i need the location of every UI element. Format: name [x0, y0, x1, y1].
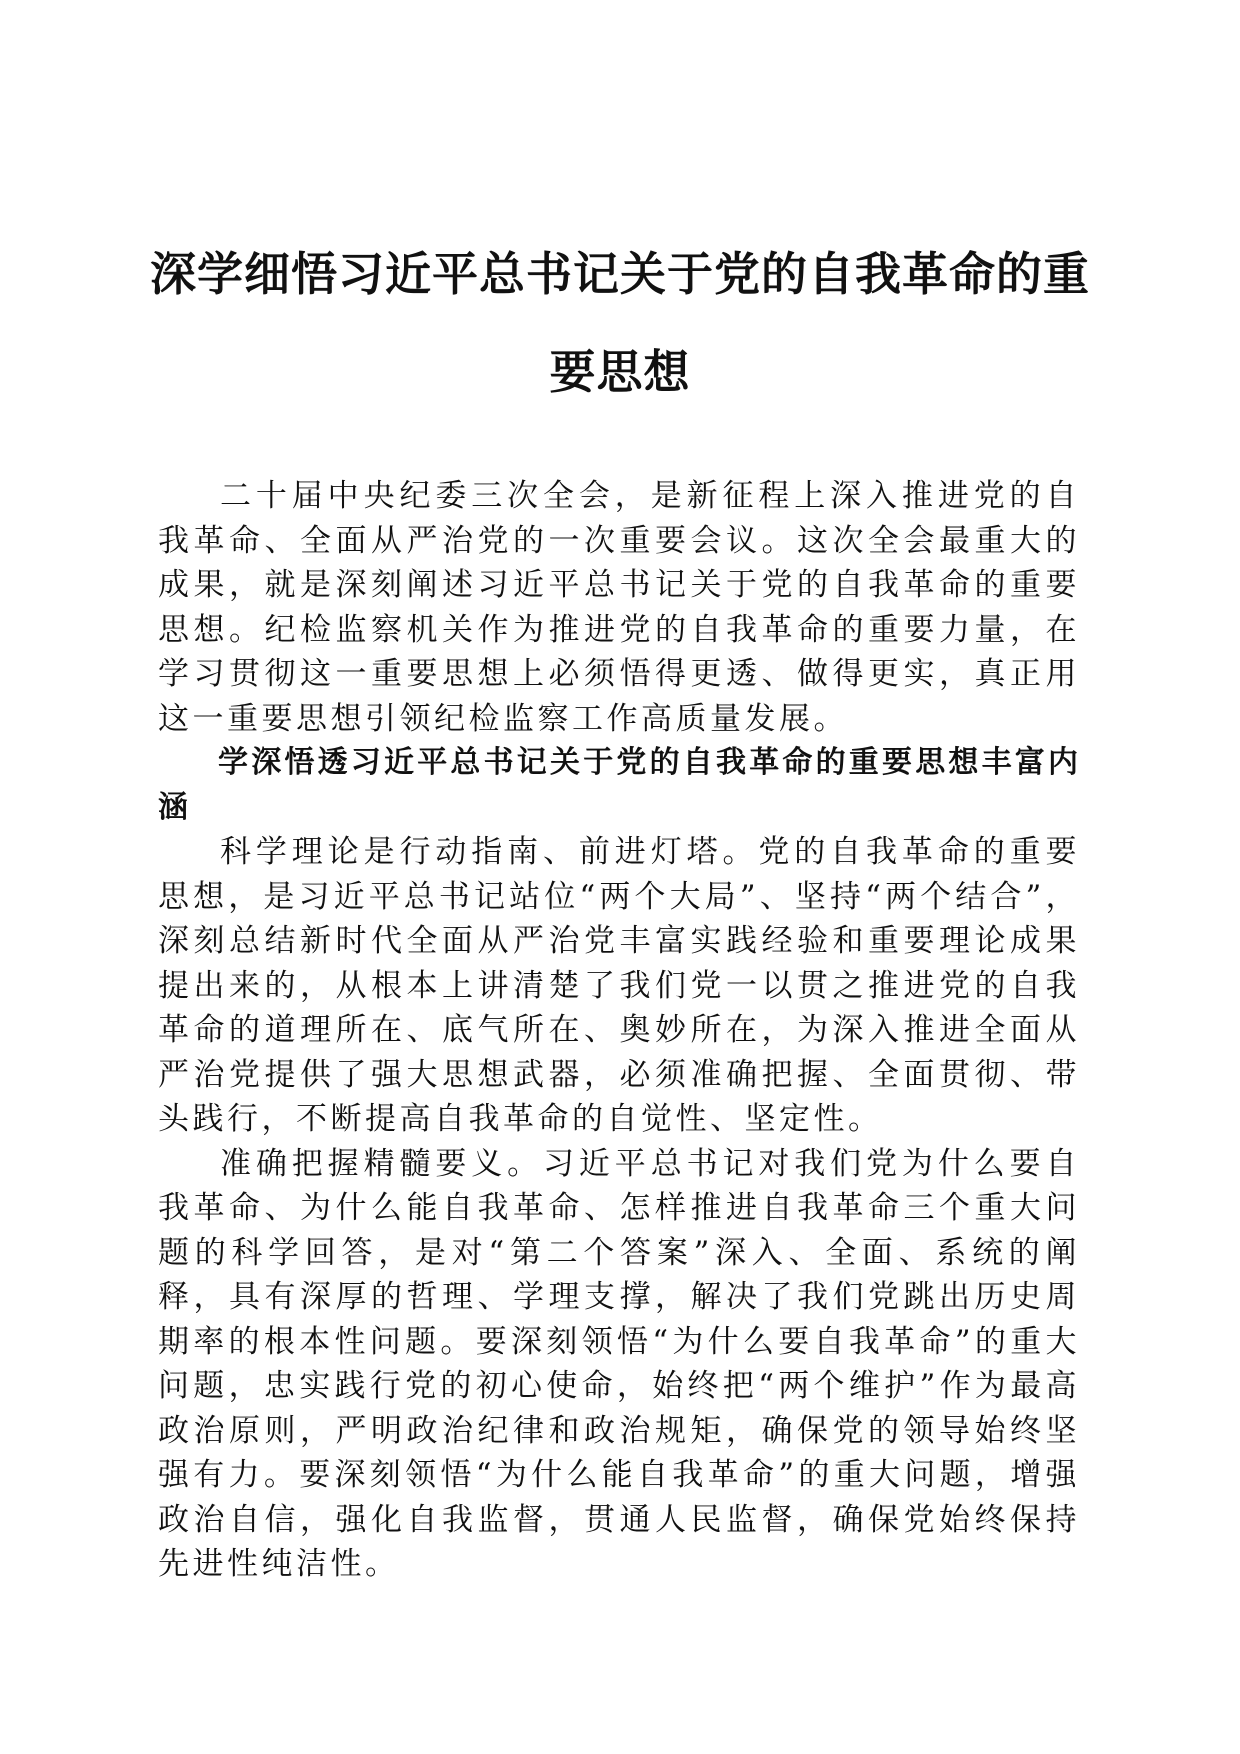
- document-title: 深学细悟习近平总书记关于党的自我革命的重要思想: [150, 247, 1090, 399]
- body-paragraph: 科学理论是行动指南、前进灯塔。党的自我革命的重要思想，是习近平总书记站位“两个大局”、坚持“两个结合”，深刻总结新时代全面从严治党丰富实践经验和重要理论成果提出来的，从根本上讲清楚了我们党一以贯之推进党的自我革命的道理所在、底气所在、奥妙所在，为深入推进全面从严治党提供了强大思想武器，必须准确把握、全面贯彻、带头践行，不断提高自我革命的自觉性、坚定性。: [158, 834, 1080, 1137]
- body-paragraph: 准确把握精髓要义。习近平总书记对我们党为什么要自我革命、为什么能自我革命、怎样推进自我革命三个重大问题的科学回答，是对“第二个答案”深入、全面、系统的阐释，具有深厚的哲理、学理支撑，解决了我们党跳出历史周期率的根本性问题。要深刻领悟“为什么要自我革命”的重大问题，忠实践行党的初心使命，始终把“两个维护”作为最高政治原则，严明政治纪律和政治规矩，确保党的领导始终坚强有力。要深刻领悟“为什么能自我革命”的重大问题，增强政治自信，强化自我监督，贯通人民监督，确保党始终保持先进性纯洁性。: [158, 1145, 1080, 1582]
- intro-paragraph: 二十届中央纪委三次全会，是新征程上深入推进党的自我革命、全面从严治党的一次重要会议。这次全会最重大的成果，就是深刻阐述习近平总书记关于党的自我革命的重要思想。纪检监察机关作为推进党的自我革命的重要力量，在学习贯彻这一重要思想上必须悟得更透、做得更实，真正用这一重要思想引领纪检监察工作高质量发展。: [158, 478, 1080, 737]
- section-heading: 学深悟透习近平总书记关于党的自我革命的重要思想丰富内涵: [158, 745, 1080, 825]
- document-body: [158, 474, 1080, 1587]
